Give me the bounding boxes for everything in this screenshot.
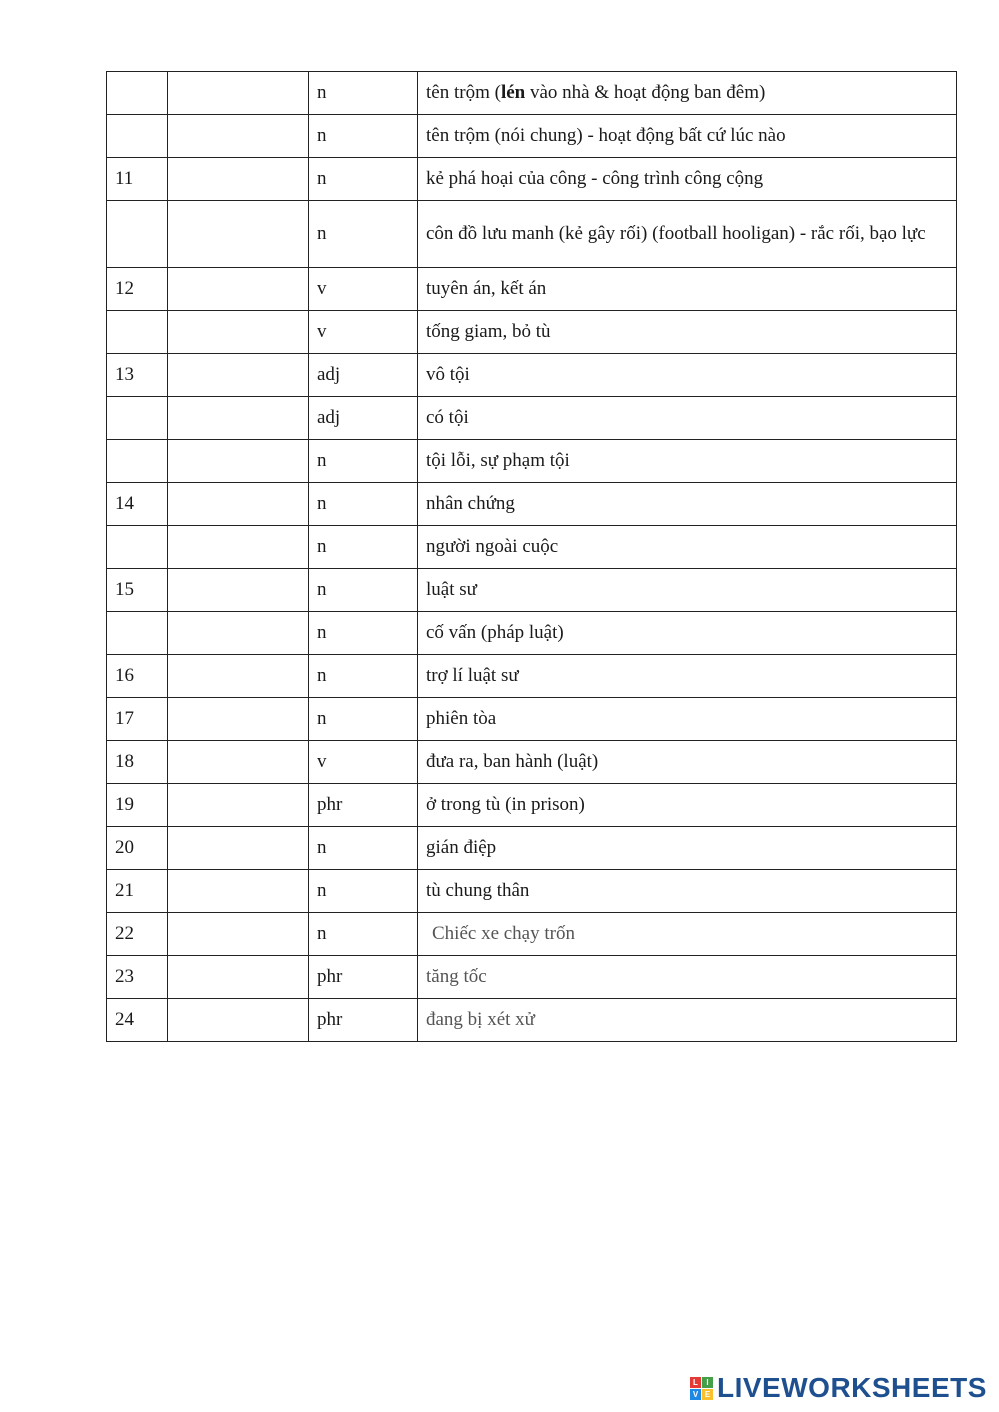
row-number: 17: [107, 698, 168, 741]
row-number: [107, 612, 168, 655]
part-of-speech: v: [309, 311, 418, 354]
part-of-speech: n: [309, 827, 418, 870]
table-row: [107, 354, 957, 397]
meaning: kẻ phá hoại của công - công trình công cộng: [418, 158, 957, 201]
answer-cell[interactable]: [168, 397, 309, 440]
logo-letter: V: [690, 1389, 701, 1400]
meaning: Chiếc xe chạy trốn: [418, 913, 957, 956]
meaning: vô tội: [418, 354, 957, 397]
answer-cell[interactable]: [168, 612, 309, 655]
meaning: đang bị xét xử: [418, 999, 957, 1042]
row-number: 21: [107, 870, 168, 913]
answer-cell[interactable]: [168, 354, 309, 397]
table-row: [107, 268, 957, 311]
part-of-speech: adj: [309, 397, 418, 440]
logo-text: LIVEWORKSHEETS: [717, 1372, 987, 1403]
answer-cell[interactable]: [168, 72, 309, 115]
part-of-speech: phr: [309, 999, 418, 1042]
meaning: tên trộm (lén vào nhà & hoạt động ban đêm): [418, 72, 957, 115]
meaning: nhân chứng: [418, 483, 957, 526]
liveworksheets-logo[interactable]: [690, 1372, 987, 1404]
row-number: 13: [107, 354, 168, 397]
row-number: 11: [107, 158, 168, 201]
part-of-speech: n: [309, 201, 418, 268]
meaning: tống giam, bỏ tù: [418, 311, 957, 354]
table-row: [107, 201, 957, 268]
row-number: 18: [107, 741, 168, 784]
row-number: [107, 115, 168, 158]
table-row: [107, 72, 957, 115]
row-number: [107, 440, 168, 483]
answer-cell[interactable]: [168, 741, 309, 784]
answer-cell[interactable]: [168, 999, 309, 1042]
row-number: [107, 397, 168, 440]
meaning: phiên tòa: [418, 698, 957, 741]
answer-cell[interactable]: [168, 655, 309, 698]
answer-cell[interactable]: [168, 115, 309, 158]
row-number: 14: [107, 483, 168, 526]
answer-cell[interactable]: [168, 569, 309, 612]
table-row: [107, 311, 957, 354]
meaning: côn đồ lưu manh (kẻ gây rối) (football hooligan) - rắc rối, bạo lực: [418, 201, 957, 268]
row-number: 20: [107, 827, 168, 870]
table-row: [107, 999, 957, 1042]
meaning: cố vấn (pháp luật): [418, 612, 957, 655]
row-number: 15: [107, 569, 168, 612]
part-of-speech: n: [309, 72, 418, 115]
table-row: [107, 115, 957, 158]
table-row: [107, 827, 957, 870]
meaning: luật sư: [418, 569, 957, 612]
part-of-speech: n: [309, 115, 418, 158]
row-number: 24: [107, 999, 168, 1042]
meaning: tù chung thân: [418, 870, 957, 913]
meaning: ở trong tù (in prison): [418, 784, 957, 827]
logo-letter: I: [702, 1377, 713, 1388]
meaning: đưa ra, ban hành (luật): [418, 741, 957, 784]
table-row: [107, 612, 957, 655]
answer-cell[interactable]: [168, 870, 309, 913]
answer-cell[interactable]: [168, 311, 309, 354]
table-row: [107, 655, 957, 698]
table-row: [107, 440, 957, 483]
table-row: [107, 956, 957, 999]
table-row: [107, 526, 957, 569]
meaning-bold: lén: [500, 82, 526, 103]
part-of-speech: n: [309, 440, 418, 483]
row-number: 16: [107, 655, 168, 698]
part-of-speech: n: [309, 698, 418, 741]
part-of-speech: n: [309, 870, 418, 913]
answer-cell[interactable]: [168, 440, 309, 483]
table-row: [107, 483, 957, 526]
table-row: [107, 870, 957, 913]
part-of-speech: phr: [309, 784, 418, 827]
answer-cell[interactable]: [168, 827, 309, 870]
row-number: 12: [107, 268, 168, 311]
part-of-speech: n: [309, 612, 418, 655]
table-row: [107, 569, 957, 612]
table-row: [107, 698, 957, 741]
meaning: gián điệp: [418, 827, 957, 870]
answer-cell[interactable]: [168, 158, 309, 201]
answer-cell[interactable]: [168, 268, 309, 311]
logo-icon: [690, 1377, 713, 1400]
answer-cell[interactable]: [168, 784, 309, 827]
row-number: [107, 72, 168, 115]
row-number: 19: [107, 784, 168, 827]
part-of-speech: phr: [309, 956, 418, 999]
part-of-speech: v: [309, 741, 418, 784]
part-of-speech: n: [309, 526, 418, 569]
answer-cell[interactable]: [168, 913, 309, 956]
logo-letter: L: [690, 1377, 701, 1388]
table-row: [107, 913, 957, 956]
row-number: [107, 201, 168, 268]
row-number: 22: [107, 913, 168, 956]
meaning: tội lỗi, sự phạm tội: [418, 440, 957, 483]
row-number: [107, 526, 168, 569]
table-row: [107, 158, 957, 201]
answer-cell[interactable]: [168, 956, 309, 999]
vocabulary-table: [106, 71, 957, 1042]
meaning: người ngoài cuộc: [418, 526, 957, 569]
part-of-speech: n: [309, 569, 418, 612]
part-of-speech: v: [309, 268, 418, 311]
answer-cell[interactable]: [168, 526, 309, 569]
meaning: trợ lí luật sư: [418, 655, 957, 698]
row-number: [107, 311, 168, 354]
answer-cell[interactable]: [168, 698, 309, 741]
part-of-speech: n: [309, 655, 418, 698]
meaning: tên trộm (nói chung) - hoạt động bất cứ lúc nào: [418, 115, 957, 158]
logo-letter: E: [702, 1389, 713, 1400]
meaning: tăng tốc: [418, 956, 957, 999]
part-of-speech: adj: [309, 354, 418, 397]
table-row: [107, 397, 957, 440]
part-of-speech: n: [309, 913, 418, 956]
meaning: có tội: [418, 397, 957, 440]
answer-cell[interactable]: [168, 201, 309, 268]
table-row: [107, 784, 957, 827]
part-of-speech: n: [309, 158, 418, 201]
part-of-speech: n: [309, 483, 418, 526]
meaning: tuyên án, kết án: [418, 268, 957, 311]
row-number: 23: [107, 956, 168, 999]
answer-cell[interactable]: [168, 483, 309, 526]
table-row: [107, 741, 957, 784]
